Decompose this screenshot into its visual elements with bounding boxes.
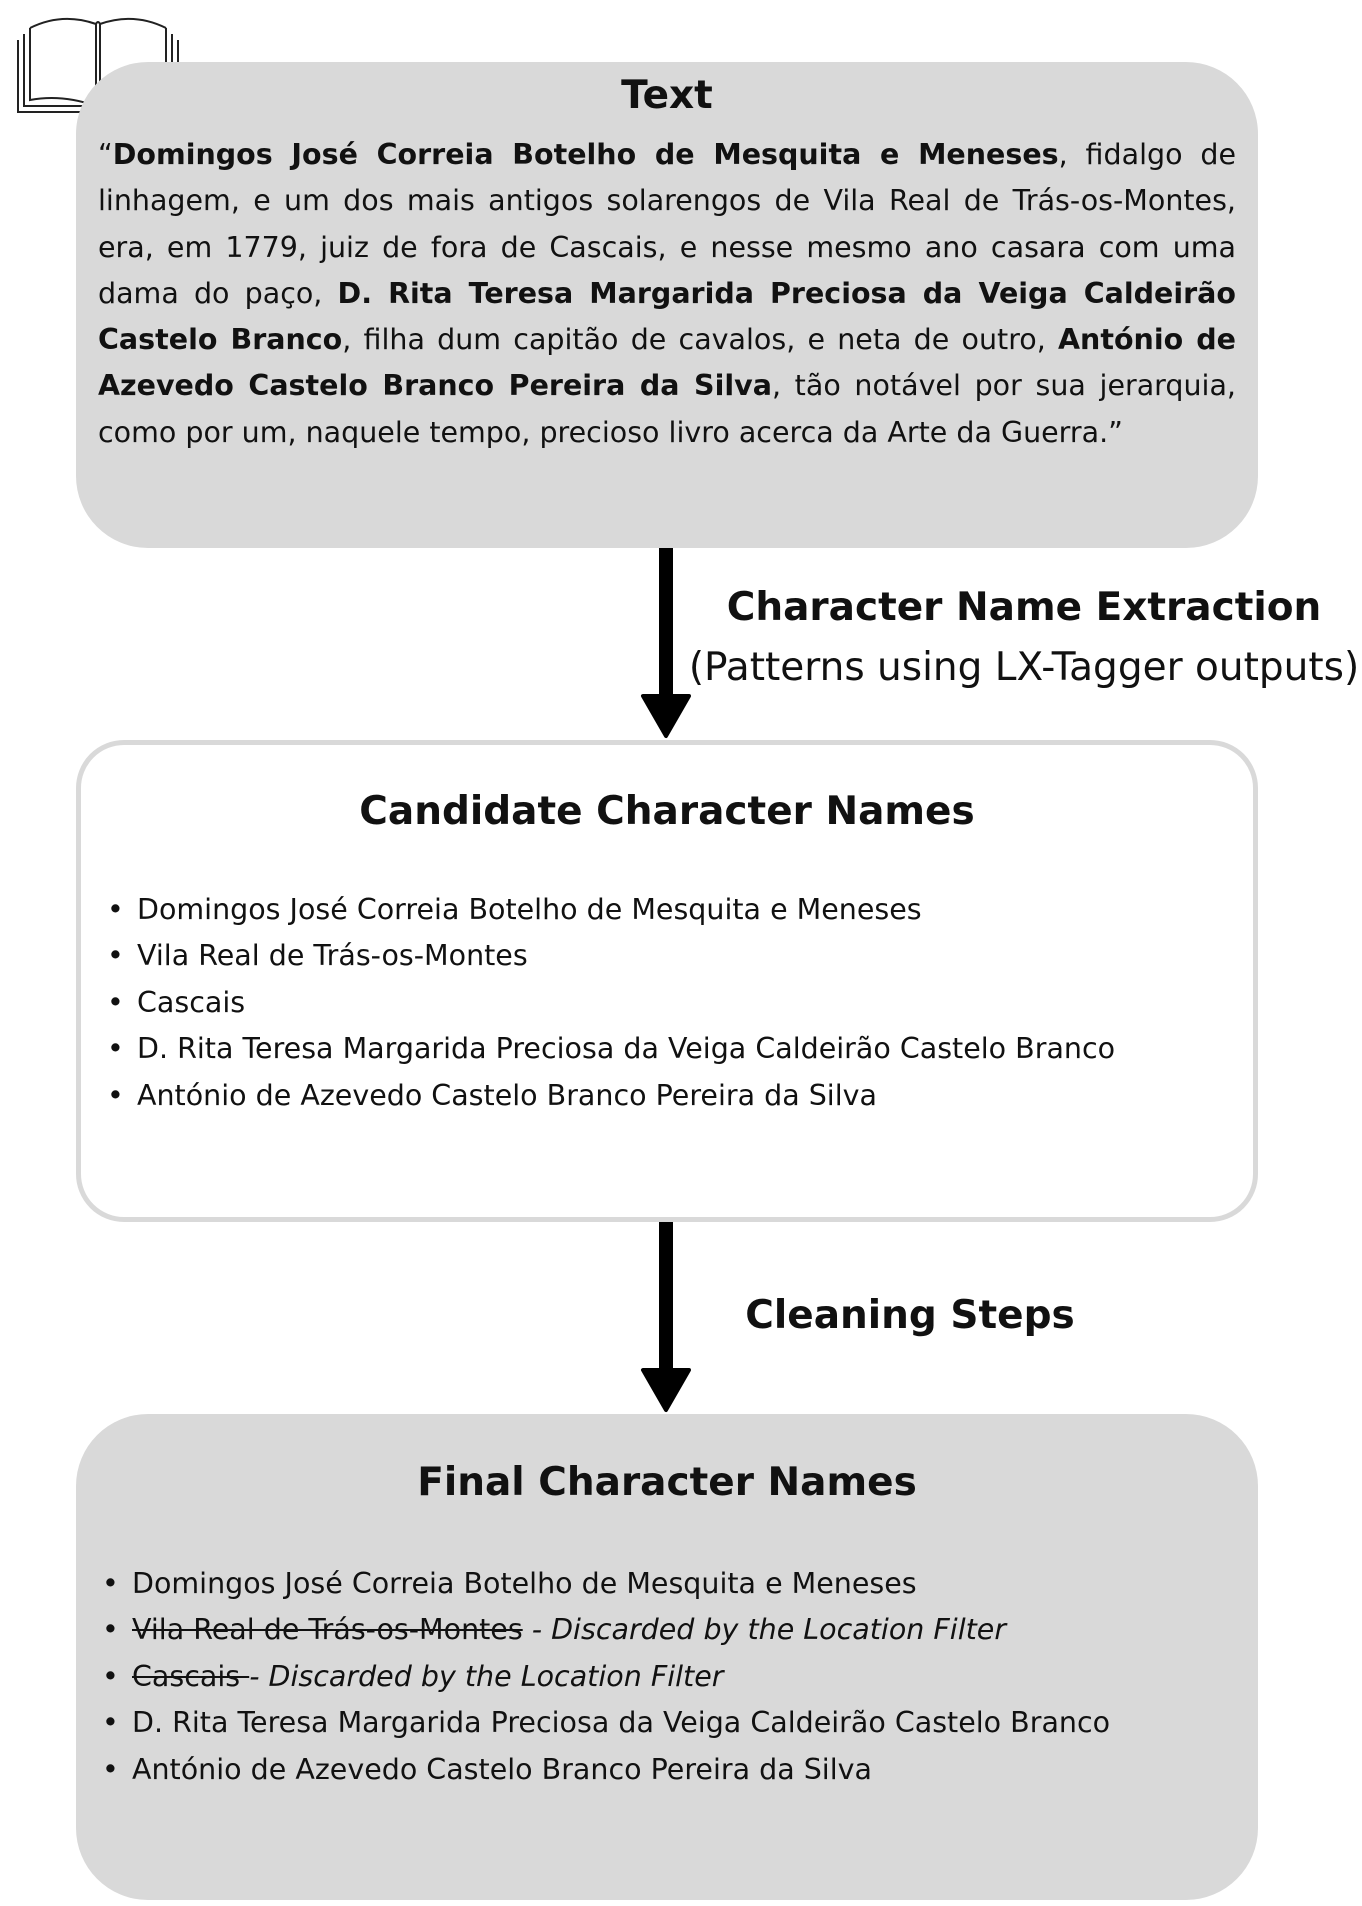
final-name-item: • Domingos José Correia Botelho de Mesquita e Meneses	[98, 1561, 1248, 1607]
bullet-icon: •	[107, 985, 124, 1019]
bullet-icon: •	[102, 1659, 119, 1693]
candidate-name-item: • António de Azevedo Castelo Branco Pereira da Silva	[103, 1073, 1243, 1119]
highlighted-name: António de Azevedo Castelo Branco Pereira da Silva	[98, 323, 1236, 403]
final-name-item: • Cascais - Discarded by the Location Filter	[98, 1654, 1248, 1700]
text-box-title: Text	[621, 73, 713, 118]
final-name-item: • António de Azevedo Castelo Branco Pereira da Silva	[98, 1747, 1248, 1793]
candidate-name-item: • D. Rita Teresa Margarida Preciosa da Veiga Caldeirão Castelo Branco	[103, 1026, 1243, 1072]
final-names-list	[98, 1561, 1248, 1793]
final-name-item: • D. Rita Teresa Margarida Preciosa da Veiga Caldeirão Castelo Branco	[98, 1700, 1248, 1746]
bullet-icon: •	[107, 1078, 124, 1112]
passage-text: , tão notável por sua jerarquia, como por um, naquele tempo, precioso livro acerca da Arte da Guerra.”	[98, 369, 1236, 449]
extraction-step-subtitle: (Patterns using LX-Tagger outputs)	[688, 645, 1360, 690]
final-names-box	[76, 1414, 1258, 1900]
down-arrow-1	[640, 548, 692, 740]
candidate-name-item: • Vila Real de Trás-os-Montes	[103, 933, 1243, 979]
candidate-names-list	[103, 887, 1243, 1119]
bullet-icon: •	[102, 1752, 119, 1786]
text-box	[76, 62, 1258, 548]
candidate-names-box	[76, 740, 1258, 1222]
candidate-name-item: • Domingos José Correia Botelho de Mesquita e Meneses	[103, 887, 1243, 933]
bullet-icon: •	[102, 1613, 119, 1647]
passage-text: , fidalgo de linhagem, e um dos mais antigos solarengos de Vila Real de Trás-os-Montes, era, em 1779, juiz de fora de Cascais, e nesse mesmo ano casara com uma dama do paço,	[98, 138, 1236, 310]
highlighted-name: Domingos José Correia Botelho de Mesquita e Meneses	[112, 138, 1059, 171]
cleaning-step-title: Cleaning Steps	[745, 1293, 1075, 1338]
source-passage	[98, 132, 1236, 456]
passage-text: , filha dum capitão de cavalos, e neta de outro,	[342, 323, 1058, 357]
bullet-icon: •	[102, 1567, 119, 1600]
candidate-name-item: • Cascais	[103, 980, 1243, 1026]
down-arrow-2	[640, 1222, 692, 1414]
extraction-step-title: Character Name Extraction	[726, 585, 1322, 630]
candidate-names-title: Candidate Character Names	[359, 789, 975, 834]
bullet-icon: •	[107, 893, 124, 926]
bullet-icon: •	[102, 1706, 119, 1740]
highlighted-name: D. Rita Teresa Margarida Preciosa da Veiga Caldeirão Castelo Branco	[98, 276, 1236, 357]
bullet-icon: •	[107, 1032, 124, 1066]
bullet-icon: •	[107, 939, 124, 973]
final-name-item: • Vila Real de Trás-os-Montes - Discarded by the Location Filter	[98, 1607, 1248, 1653]
final-names-title: Final Character Names	[417, 1460, 917, 1505]
passage-text: “	[98, 138, 113, 171]
